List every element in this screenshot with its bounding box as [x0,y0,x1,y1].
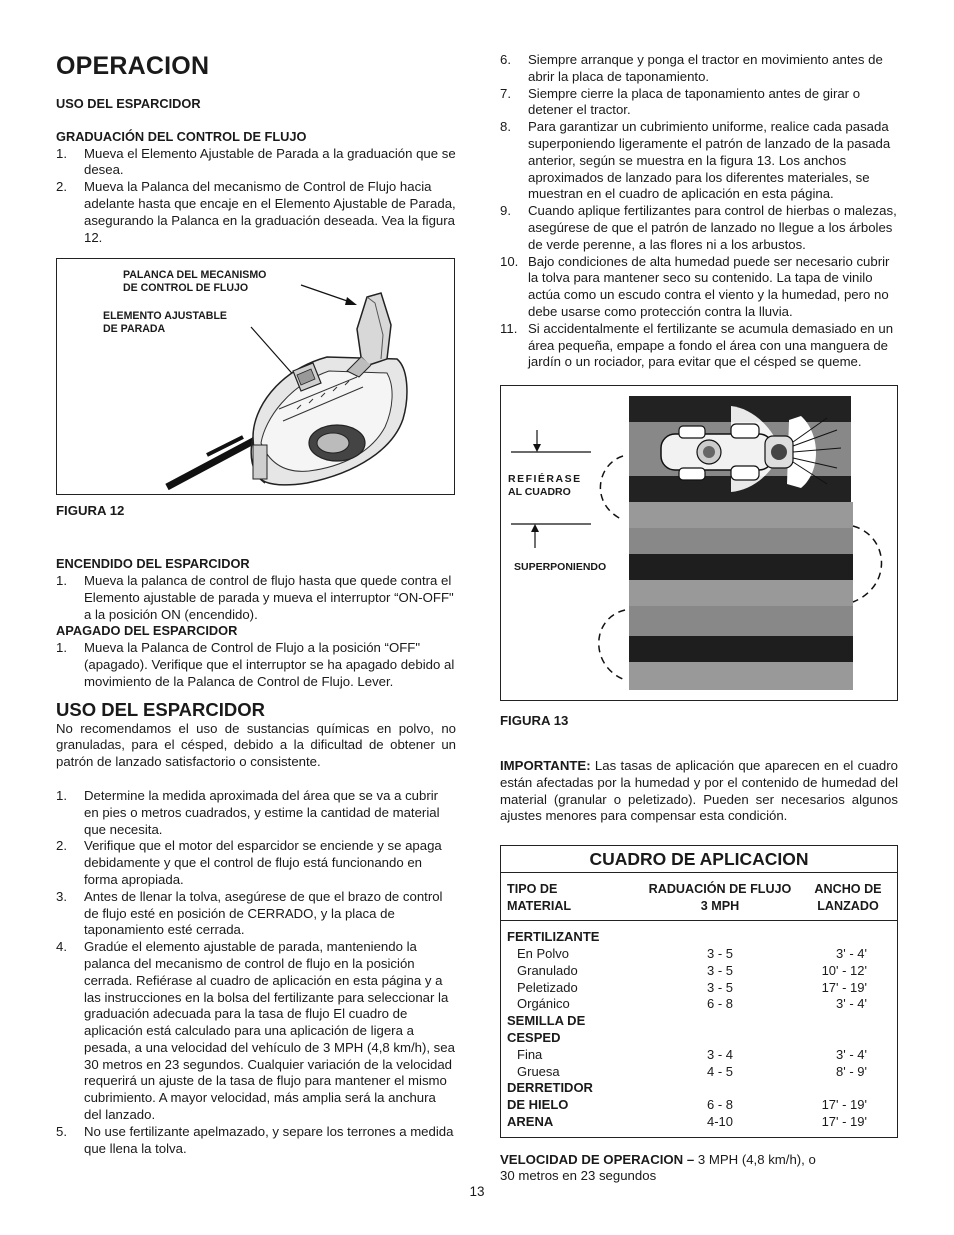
section-subtitle: USO DEL ESPARCIDOR [56,96,201,111]
cell-flow [635,929,805,946]
table-row [507,1030,891,1047]
table-row [507,1097,891,1114]
cell-width [805,1080,891,1097]
table-row [507,1080,891,1097]
list-item: 3. Antes de llenar la tolva, asegúrese de que el brazo de control de flujo esté en posición de CERRADO, y la placa de taponamiento esté cerrada. [56,888,443,938]
cell-flow [635,1080,805,1097]
cell-flow: 4-10 [706,1113,734,1129]
cell-material: DE HIELO [507,1097,569,1113]
cell-material: CESPED [507,1029,561,1045]
table-row [507,1013,891,1030]
figure-13 [500,385,898,701]
table-row [507,946,891,963]
cell-material: En Polvo [517,945,570,961]
cell-flow [635,1013,805,1030]
list-item: 11. Si accidentalmente el fertilizante se acumula demasiado en un área pequeña, empape a fondo el área con una manguera de jardín o un rociador, para evitar que el césped se queme. [500,320,894,370]
table-header [501,873,897,921]
list-item: 4. Gradúe el elemento ajustable de parada, manteniendo la palanca del mecanismo de control de flujo en la posición cerrada. Refiérase al cuadro de aplicación en esta página y a las instrucciones en la bolsa del fertilizante para seleccionar la graduación adecuada para la tasa de flujo El cuadro de aplicación está calculado para una aplicación de ligera a pesada, a una velocidad del vehículo de 3 MPH (4,8 km/h), sea 30 metros en 23 segundos. Cualquier variación de la velocidad requerirá un ajuste de la tasa de flujo para mantener el mismo cubrimiento. A mayor velocidad, más amplia será la anchura del lanzado. [56,939,455,1123]
cell-material: Peletizado [517,979,578,995]
table-row [507,1047,891,1064]
cell-flow: 3 - 5 [706,979,733,995]
list-item: 2. Verifique que el motor del esparcidor se enciende y se apaga debidamente y que el control de flujo está funcionando en forma apropiada. [56,838,442,887]
apagado-list [56,640,456,690]
cell-width: 17' - 19' [821,1097,867,1113]
table-row [507,996,891,1013]
cell-material: FERTILIZANTE [507,929,600,945]
cell-material: ARENA [507,1113,554,1129]
table-row [507,980,891,997]
cell-flow: 4 - 5 [706,1063,733,1079]
list-item: 7. Siempre cierre la placa de taponamiento antes de girar o detener el tractor. [500,85,861,118]
cell-flow: 6 - 8 [706,1097,733,1113]
list-item: 2. Mueva la Palanca del mecanismo de Control de Flujo hacia adelante hasta que encaje en el Elemento Ajustable de Parada, asegurando la Palanca en la graduación deseada. Vea la figura 12. [56,179,456,245]
application-chart [500,845,898,1138]
uso-list [56,788,456,1158]
uso-intro: No recomendamos el uso de sustancias químicas en polvo, no granuladas, para el césped, debido a la dificultad de obtener un patrón de lanzado satisfactorio o consistente. [56,720,456,770]
right-column [500,52,898,1185]
callout-flow-lever: PALANCA DEL MECANISMO DE CONTROL DE FLUJO [123,269,267,295]
header-material: TIPO DE MATERIAL [507,882,572,913]
cell-material: SEMILLA DE [507,1013,586,1029]
table-body [501,921,897,1137]
encendido-heading: ENCENDIDO DEL ESPARCIDOR [56,556,250,572]
list-item: 1. Mueva el Elemento Ajustable de Parada a la graduación que se desea. [56,145,456,178]
left-column [56,52,456,1157]
list-item: 9. Cuando aplique fertilizantes para control de hierbas o malezas, asegúrese de que el patrón de lanzado no llegue a los árboles de verde perenne, a las flores ni a los arbustos. [500,203,897,252]
cell-material: Fina [517,1046,543,1062]
page-number: 13 [469,1184,485,1199]
apagado-heading: APAGADO DEL ESPARCIDOR [56,623,238,639]
graduacion-heading: GRADUACIÓN DEL CONTROL DE FLUJO [56,128,307,144]
cell-flow [635,1030,805,1047]
cell-width: 3' - 4' [836,1046,867,1062]
header-width: ANCHO DE LANZADO [814,882,882,913]
cell-width [805,1013,891,1030]
cell-width: 17' - 19' [821,1113,867,1129]
importante-note: IMPORTANTE: Las tasas de aplicación que aparecen en el cuadro están afectadas por la humedad y por el contenido de humedad del material (granular o peletizado). Pueden ser necesarios algunos ajustes menores para compensar esta condición. [500,757,898,824]
uso-list-continued [500,52,898,371]
overlap-pattern-illustration [501,386,896,699]
application-chart-title: CUADRO DE APLICACION [501,846,897,873]
table-row [507,1114,891,1131]
flow-control-illustration [57,259,453,493]
table-row [507,1064,891,1081]
figure-12-caption: FIGURA 12 [56,503,125,519]
list-item: 1. Mueva la Palanca de Control de Flujo a la posición “OFF" (apagado). Verifique que el interruptor se ha apagado debido al movimiento de la Palanca de Control de Flujo. Lever. [56,640,455,689]
list-item: 10. Bajo condiciones de alta humedad puede ser necesario cubrir la tolva para mantener seco su contenido. La tapa de vinilo actúa como un escudo contra el viento y la humedad, pero no debe usarse como protección contra la lluvia. [500,253,890,319]
cell-flow: 6 - 8 [706,996,733,1012]
cell-material: DERRETIDOR [507,1080,593,1096]
page-title: OPERACION [56,52,210,80]
cell-flow: 3 - 5 [706,962,733,978]
cell-width: 3' - 4' [836,945,867,961]
cell-material: Gruesa [517,1063,560,1079]
graduacion-list [56,146,456,247]
table-row [507,929,891,946]
list-item: 8. Para garantizar un cubrimiento uniforme, realice cada pasada superponiendo ligeramente el patrón de lanzado de la pasada anterior, según se muestra en la figura 13. Los anchos aproximados de lanzado para los diferentes materiales, se muestran en el cuadro de aplicación en esta página. [500,119,891,202]
callout-adjustable-stop: ELEMENTO AJUSTABLE DE PARADA [103,310,227,336]
cell-width: 8' - 9' [836,1063,867,1079]
cell-width [805,929,891,946]
cell-width: 10' - 12' [821,962,867,978]
list-item: 1. Determine la medida aproximada del área que se va a cubrir en pies o metros cuadrados, y estime la cantidad de material que necesita. [56,787,440,837]
cell-width [805,1030,891,1047]
cell-flow: 3 - 5 [706,945,733,961]
table-row [507,963,891,980]
operating-speed: VELOCIDAD DE OPERACION – 3 MPH (4,8 km/h), o 30 metros en 23 segundos [500,1151,816,1184]
figure-12 [56,258,455,495]
label-overlap: SUPERPONIENDO [514,561,607,574]
figure-13-caption: FIGURA 13 [500,713,569,729]
cell-flow: 3 - 4 [706,1046,733,1062]
list-item: 1. Mueva la palanca de control de flujo hasta que quede contra el Elemento ajustable de parada y mueva el interruptor “ON-OFF" a la posición ON (encendido). [56,572,454,622]
encendido-list [56,573,456,623]
cell-material: Orgánico [517,996,570,1012]
list-item: 6. Siempre arranque y ponga el tractor en movimiento antes de abrir la placa de taponamiento. [500,52,883,84]
cell-width: 17' - 19' [821,979,867,995]
cell-width: 3' - 4' [836,996,867,1012]
cell-material: Granulado [517,962,578,978]
uso-heading: USO DEL ESPARCIDOR [56,698,266,720]
label-refer-chart: REFIÉRASE AL CUADRO [508,473,582,499]
header-flow: RADUACIÓN DE FLUJO 3 MPH [648,882,792,913]
list-item: 5. No use fertilizante apelmazado, y separe los terrones a medida que llena la tolva. [56,1123,454,1156]
